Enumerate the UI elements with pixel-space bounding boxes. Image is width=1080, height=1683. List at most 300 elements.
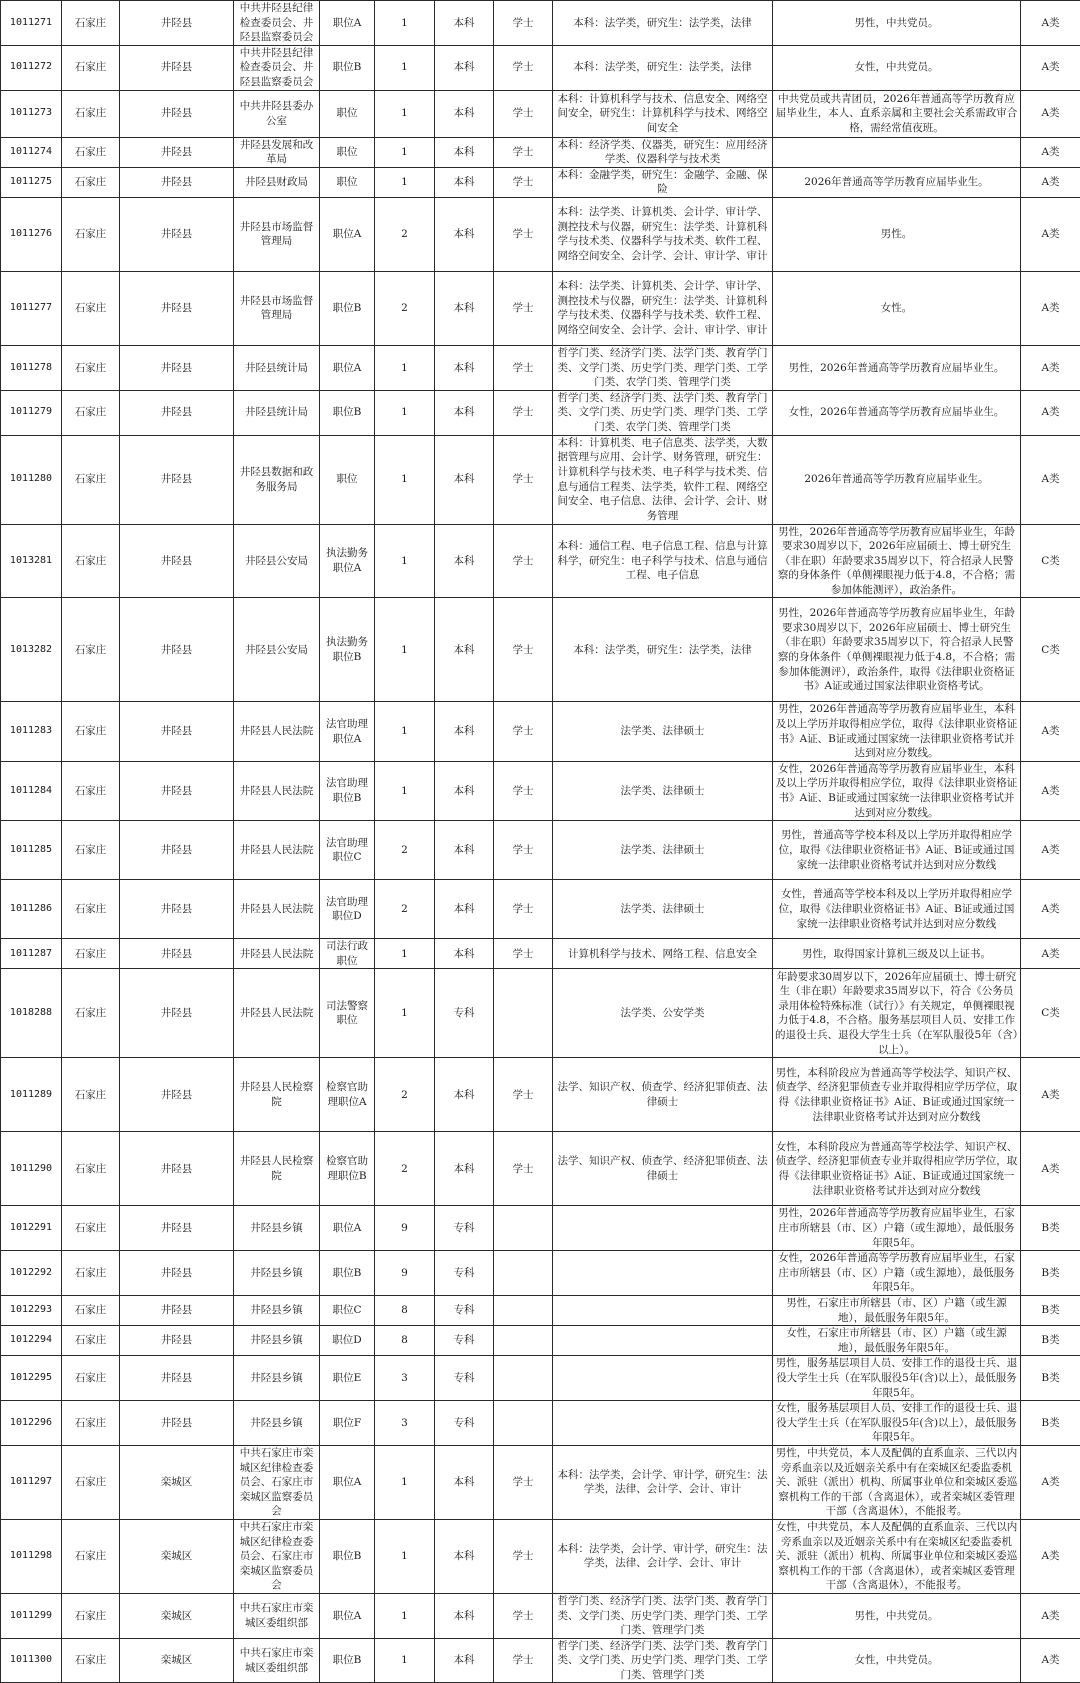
county-cell: 井陉县 (120, 390, 234, 435)
county-cell: 井陉县 (120, 969, 234, 1058)
code-cell: 1011297 (1, 1445, 62, 1519)
requirements-cell: 女性，2026年普通高等学历教育应届毕业生。 (773, 390, 1021, 435)
category-cell: C类 (1021, 598, 1080, 702)
education-cell: 本科 (435, 45, 494, 90)
degree-cell: 学士 (494, 821, 553, 880)
degree-cell: 学士 (494, 1445, 553, 1519)
education-cell: 本科 (435, 1593, 494, 1638)
table-body (1, 1, 1080, 1683)
requirements-cell: 年龄要求30周岁以下，2026年应届硕士、博士研究生（非在职）年龄要求35周岁以下，符合《公务员录用体检特殊标准（试行）》有关规定，单侧裸眼视力低于4.8，不合格。服务基层项目人员、安排工作的退役士兵、退役大学生士兵（在军队服役5年（含）以上）。 (773, 969, 1021, 1058)
city-cell: 石家庄 (62, 1, 120, 46)
requirements-cell: 男性，2026年普通高等学历教育应届毕业生。 (773, 345, 1021, 390)
headcount-cell: 1 (375, 1519, 435, 1593)
city-cell: 石家庄 (62, 45, 120, 90)
code-cell: 1011289 (1, 1058, 62, 1132)
headcount-cell: 1 (375, 524, 435, 598)
county-cell: 井陉县 (120, 1356, 234, 1401)
category-cell: A类 (1021, 880, 1080, 939)
headcount-cell: 1 (375, 1, 435, 46)
city-cell: 石家庄 (62, 390, 120, 435)
position-cell: 职位B (320, 45, 375, 90)
headcount-cell: 1 (375, 45, 435, 90)
major-cell: 本科：法学类，会计学、审计学，研究生：法学类，法律、会计学、会计、审计 (553, 1445, 773, 1519)
headcount-cell: 1 (375, 390, 435, 435)
city-cell: 石家庄 (62, 137, 120, 167)
headcount-cell: 1 (375, 345, 435, 390)
department-cell: 井陉县乡镇 (234, 1326, 320, 1356)
major-cell: 本科：法学类，研究生：法学类，法律 (553, 1, 773, 46)
education-cell: 本科 (435, 524, 494, 598)
county-cell: 井陉县 (120, 1, 234, 46)
requirements-cell: 2026年普通高等学历教育应届毕业生。 (773, 167, 1021, 197)
department-cell: 井陉县乡镇 (234, 1295, 320, 1325)
category-cell: A类 (1021, 390, 1080, 435)
education-cell: 本科 (435, 1638, 494, 1683)
requirements-cell: 男性，中共党员。 (773, 1, 1021, 46)
category-cell: C类 (1021, 969, 1080, 1058)
position-cell: 司法行政职位 (320, 939, 375, 969)
city-cell: 石家庄 (62, 1519, 120, 1593)
headcount-cell: 2 (375, 1132, 435, 1206)
department-cell: 井陉县人民法院 (234, 821, 320, 880)
code-cell: 1011276 (1, 197, 62, 271)
table-row (1, 1519, 1080, 1593)
department-cell: 井陉县人民法院 (234, 880, 320, 939)
major-cell: 哲学门类、经济学门类、法学门类、教育学门类、文学门类、历史学门类、理学门类、工学门类、管理学门类 (553, 1638, 773, 1683)
position-cell: 法官助理职位D (320, 880, 375, 939)
major-cell: 法学类、法律硕士 (553, 761, 773, 820)
table-row (1, 45, 1080, 90)
code-cell: 1012296 (1, 1401, 62, 1446)
education-cell: 本科 (435, 1, 494, 46)
degree-cell: 学士 (494, 524, 553, 598)
department-cell: 井陉县人民法院 (234, 702, 320, 761)
category-cell: B类 (1021, 1251, 1080, 1296)
position-cell: 执法勤务职位B (320, 598, 375, 702)
requirements-cell: 女性，2026年普通高等学历教育应届毕业生，石家庄市所辖县（市、区）户籍（或生源地），最低服务年限5年。 (773, 1251, 1021, 1296)
county-cell: 井陉县 (120, 435, 234, 524)
table-row (1, 1356, 1080, 1401)
city-cell: 石家庄 (62, 598, 120, 702)
position-cell: 检察官助理职位A (320, 1058, 375, 1132)
education-cell: 专科 (435, 1401, 494, 1446)
code-cell: 1011280 (1, 435, 62, 524)
city-cell: 石家庄 (62, 969, 120, 1058)
department-cell: 井陉县人民法院 (234, 761, 320, 820)
requirements-cell: 中共党员或共青团员，2026年普通高等学历教育应届毕业生，本人、直系亲属和主要社会关系需政审合格，需经常值夜班。 (773, 90, 1021, 137)
position-cell: 司法警察职位 (320, 969, 375, 1058)
degree-cell: 学士 (494, 345, 553, 390)
city-cell: 石家庄 (62, 702, 120, 761)
table-row (1, 969, 1080, 1058)
education-cell: 本科 (435, 167, 494, 197)
major-cell: 法学类、法律硕士 (553, 880, 773, 939)
table-row (1, 90, 1080, 137)
requirements-cell: 男性，中共党员，本人及配偶的直系血亲、三代以内旁系血亲以及近姻亲关系中有在栾城区纪委监委机关、派驻（派出）机构、所属事业单位和栾城区委巡察机构工作的干部（含离退休），或者栾城区委管理干部（含离退休），不能报考。 (773, 1445, 1021, 1519)
category-cell: A类 (1021, 1638, 1080, 1683)
requirements-cell: 男性，普通高等学校本科及以上学历并取得相应学位，取得《法律职业资格证书》A证、B证或通过国家统一法律职业资格考试并达到对应分数线 (773, 821, 1021, 880)
category-cell: A类 (1021, 1058, 1080, 1132)
requirements-cell: 2026年普通高等学历教育应届毕业生。 (773, 435, 1021, 524)
position-cell: 职位A (320, 345, 375, 390)
city-cell: 石家庄 (62, 821, 120, 880)
code-cell: 1011300 (1, 1638, 62, 1683)
headcount-cell: 8 (375, 1295, 435, 1325)
requirements-cell: 女性，中共党员。 (773, 1638, 1021, 1683)
code-cell: 1011273 (1, 90, 62, 137)
category-cell: A类 (1021, 939, 1080, 969)
position-cell: 职位B (320, 1519, 375, 1593)
county-cell: 井陉县 (120, 1206, 234, 1251)
requirements-cell: 女性，普通高等学校本科及以上学历并取得相应学位，取得《法律职业资格证书》A证、B证或通过国家统一法律职业资格考试并达到对应分数线 (773, 880, 1021, 939)
code-cell: 1018288 (1, 969, 62, 1058)
major-cell: 哲学门类、经济学门类、法学门类、教育学门类、文学门类、历史学门类、理学门类、工学门类、农学门类、管理学门类 (553, 390, 773, 435)
city-cell: 石家庄 (62, 1132, 120, 1206)
degree-cell: 学士 (494, 880, 553, 939)
table-row (1, 939, 1080, 969)
major-cell: 本科：法学类、计算机类、会计学、审计学、测控技术与仪器，研究生：法学类、计算机科学与技术类、仪器科学与技术类、软件工程、网络空间安全、会计学、会计、审计学、审计 (553, 271, 773, 345)
position-cell: 职位B (320, 271, 375, 345)
category-cell: A类 (1021, 702, 1080, 761)
code-cell: 1011271 (1, 1, 62, 46)
code-cell: 1011278 (1, 345, 62, 390)
department-cell: 中共石家庄市栾城区纪律检查委员会、石家庄市栾城区监察委员会 (234, 1519, 320, 1593)
code-cell: 1011272 (1, 45, 62, 90)
major-cell: 本科：法学类，会计学、审计学，研究生：法学类，法律、会计学、会计、审计 (553, 1519, 773, 1593)
degree-cell: 学士 (494, 1593, 553, 1638)
county-cell: 井陉县 (120, 761, 234, 820)
position-cell: 职位 (320, 137, 375, 167)
code-cell: 1011283 (1, 702, 62, 761)
requirements-cell: 男性，取得国家计算机三级及以上证书。 (773, 939, 1021, 969)
position-cell: 职位B (320, 1251, 375, 1296)
department-cell: 井陉县统计局 (234, 390, 320, 435)
major-cell: 本科：计算机类、电子信息类、法学类，大数据管理与应用、会计学、财务管理，研究生：计算机科学与技术类、电子科学与技术类、信息与通信工程类、法学类，软件工程、网络空间安全、电子信息、法律、会计学、会计、财务管理 (553, 435, 773, 524)
code-cell: 1012294 (1, 1326, 62, 1356)
city-cell: 石家庄 (62, 880, 120, 939)
degree-cell: 学士 (494, 45, 553, 90)
major-cell: 本科：经济学类、仪器类，研究生：应用经济学类、仪器科学与技术类 (553, 137, 773, 167)
degree-cell: 学士 (494, 271, 553, 345)
degree-cell: 学士 (494, 1, 553, 46)
education-cell: 本科 (435, 1058, 494, 1132)
requirements-cell: 女性，2026年普通高等学历教育应届毕业生，本科及以上学历并取得相应学位，取得《法律职业资格证书》A证、B证或通过国家统一法律职业资格考试并达到对应分数线。 (773, 761, 1021, 820)
position-cell: 职位B (320, 390, 375, 435)
category-cell: B类 (1021, 1401, 1080, 1446)
requirements-cell: 女性，中共党员。 (773, 45, 1021, 90)
table-row (1, 137, 1080, 167)
degree-cell: 学士 (494, 598, 553, 702)
education-cell: 本科 (435, 821, 494, 880)
major-cell (553, 1295, 773, 1325)
education-cell: 本科 (435, 939, 494, 969)
table-row (1, 390, 1080, 435)
education-cell: 本科 (435, 1132, 494, 1206)
category-cell: A类 (1021, 271, 1080, 345)
position-cell: 职位A (320, 1445, 375, 1519)
major-cell: 哲学门类、经济学门类、法学门类、教育学门类、文学门类、历史学门类、理学门类、工学门类、管理学门类 (553, 1593, 773, 1638)
position-cell: 职位D (320, 1326, 375, 1356)
table-row (1, 197, 1080, 271)
headcount-cell: 1 (375, 1445, 435, 1519)
major-cell: 法学类、法律硕士 (553, 821, 773, 880)
headcount-cell: 1 (375, 969, 435, 1058)
city-cell: 石家庄 (62, 1251, 120, 1296)
requirements-cell: 女性，石家庄市所辖县（市、区）户籍（或生源地），最低服务年限5年。 (773, 1326, 1021, 1356)
education-cell: 本科 (435, 880, 494, 939)
department-cell: 井陉县人民检察院 (234, 1058, 320, 1132)
category-cell: B类 (1021, 1356, 1080, 1401)
table-row (1, 1295, 1080, 1325)
code-cell: 1013282 (1, 598, 62, 702)
major-cell: 本科：法学类，研究生：法学类，法律 (553, 598, 773, 702)
table-row (1, 167, 1080, 197)
education-cell: 专科 (435, 1295, 494, 1325)
position-cell: 职位A (320, 197, 375, 271)
position-cell: 法官助理职位A (320, 702, 375, 761)
degree-cell: 学士 (494, 1058, 553, 1132)
category-cell: A类 (1021, 1132, 1080, 1206)
category-cell: A类 (1021, 90, 1080, 137)
city-cell: 石家庄 (62, 761, 120, 820)
degree-cell: 学士 (494, 90, 553, 137)
education-cell: 本科 (435, 390, 494, 435)
table-row (1, 1132, 1080, 1206)
major-cell (553, 1356, 773, 1401)
requirements-cell: 女性，本科阶段应为普通高等学校法学、知识产权、侦查学、经济犯罪侦查专业并取得相应学历学位，取得《法律职业资格证书》A证、B证或通过国家统一法律职业资格考试并达到对应分数线 (773, 1132, 1021, 1206)
requirements-cell: 女性，服务基层项目人员、安排工作的退役士兵、退役大学生士兵（在军队服役5年(含)以上），最低服务年限5年。 (773, 1401, 1021, 1446)
department-cell: 井陉县财政局 (234, 167, 320, 197)
requirements-cell: 男性，2026年普通高等学历教育应届毕业生，年龄要求30周岁以下，2026年应届硕士、博士研究生（非在职）年龄要求35周岁以下，符合招录人民警察的身体条件（单侧裸眼视力低于4.8，不合格；需参加体能测评），政治条件。 (773, 524, 1021, 598)
department-cell: 井陉县乡镇 (234, 1251, 320, 1296)
department-cell: 中共井陉县纪律检查委员会、井陉县监察委员会 (234, 45, 320, 90)
table-row (1, 761, 1080, 820)
table-row (1, 1445, 1080, 1519)
category-cell: B类 (1021, 1295, 1080, 1325)
category-cell: A类 (1021, 1593, 1080, 1638)
degree-cell (494, 1251, 553, 1296)
education-cell: 本科 (435, 345, 494, 390)
county-cell: 井陉县 (120, 1326, 234, 1356)
department-cell: 井陉县市场监督管理局 (234, 271, 320, 345)
city-cell: 石家庄 (62, 167, 120, 197)
degree-cell (494, 1356, 553, 1401)
headcount-cell: 1 (375, 167, 435, 197)
table-row (1, 1593, 1080, 1638)
city-cell: 石家庄 (62, 1326, 120, 1356)
headcount-cell: 3 (375, 1401, 435, 1446)
department-cell: 井陉县公安局 (234, 524, 320, 598)
code-cell: 1011279 (1, 390, 62, 435)
county-cell: 井陉县 (120, 880, 234, 939)
position-cell: 职位E (320, 1356, 375, 1401)
category-cell: A类 (1021, 821, 1080, 880)
city-cell: 石家庄 (62, 1058, 120, 1132)
city-cell: 石家庄 (62, 345, 120, 390)
category-cell: A类 (1021, 1445, 1080, 1519)
position-cell: 法官助理职位C (320, 821, 375, 880)
code-cell: 1011275 (1, 167, 62, 197)
position-cell: 职位A (320, 1, 375, 46)
requirements-cell: 女性，中共党员，本人及配偶的直系血亲、三代以内旁系血亲以及近姻亲关系中有在栾城区纪委监委机关、派驻（派出）机构、所属事业单位和栾城区委巡察机构工作的干部（含离退休），或者栾城区委管理干部（含离退休），不能报考。 (773, 1519, 1021, 1593)
requirements-cell: 男性，本科阶段应为普通高等学校法学、知识产权、侦查学、经济犯罪侦查专业并取得相应学历学位，取得《法律职业资格证书》A证、B证或通过国家统一法律职业资格考试并达到对应分数线 (773, 1058, 1021, 1132)
table-row (1, 524, 1080, 598)
code-cell: 1011299 (1, 1593, 62, 1638)
education-cell: 专科 (435, 1251, 494, 1296)
requirements-cell (773, 137, 1021, 167)
headcount-cell: 9 (375, 1206, 435, 1251)
position-cell: 检察官助理职位B (320, 1132, 375, 1206)
table-row (1, 271, 1080, 345)
county-cell: 井陉县 (120, 197, 234, 271)
education-cell: 本科 (435, 90, 494, 137)
requirements-cell: 女性。 (773, 271, 1021, 345)
education-cell: 专科 (435, 1356, 494, 1401)
department-cell: 井陉县乡镇 (234, 1206, 320, 1251)
headcount-cell: 3 (375, 1356, 435, 1401)
major-cell (553, 1251, 773, 1296)
education-cell: 本科 (435, 271, 494, 345)
education-cell: 专科 (435, 969, 494, 1058)
category-cell: A类 (1021, 435, 1080, 524)
code-cell: 1011298 (1, 1519, 62, 1593)
headcount-cell: 1 (375, 435, 435, 524)
requirements-cell: 男性，2026年普通高等学历教育应届毕业生，年龄要求30周岁以下，2026年应届硕士、博士研究生（非在职）年龄要求35周岁以下，符合招录人民警察的身体条件（单侧裸眼视力低于4.8，不合格；需参加体能测评），政治条件，取得《法律职业资格证书》A证或通过国家法律职业资格考试。 (773, 598, 1021, 702)
major-cell: 法学类、公安学类 (553, 969, 773, 1058)
degree-cell: 学士 (494, 702, 553, 761)
headcount-cell: 8 (375, 1326, 435, 1356)
education-cell: 本科 (435, 1519, 494, 1593)
city-cell: 石家庄 (62, 1356, 120, 1401)
city-cell: 石家庄 (62, 1445, 120, 1519)
city-cell: 石家庄 (62, 271, 120, 345)
department-cell: 中共井陉县纪律检查委员会、井陉县监察委员会 (234, 1, 320, 46)
code-cell: 1011285 (1, 821, 62, 880)
education-cell: 本科 (435, 197, 494, 271)
major-cell (553, 1326, 773, 1356)
position-cell: 职位C (320, 1295, 375, 1325)
code-cell: 1012292 (1, 1251, 62, 1296)
county-cell: 井陉县 (120, 1401, 234, 1446)
code-cell: 1011290 (1, 1132, 62, 1206)
city-cell: 石家庄 (62, 1206, 120, 1251)
city-cell: 石家庄 (62, 1295, 120, 1325)
position-cell: 法官助理职位B (320, 761, 375, 820)
position-cell: 职位 (320, 90, 375, 137)
position-cell: 职位 (320, 435, 375, 524)
county-cell: 井陉县 (120, 1058, 234, 1132)
position-cell: 职位A (320, 1593, 375, 1638)
degree-cell: 学士 (494, 390, 553, 435)
education-cell: 专科 (435, 1326, 494, 1356)
code-cell: 1012293 (1, 1295, 62, 1325)
department-cell: 井陉县公安局 (234, 598, 320, 702)
table-row (1, 435, 1080, 524)
major-cell (553, 1401, 773, 1446)
position-cell: 职位 (320, 167, 375, 197)
code-cell: 1012295 (1, 1356, 62, 1401)
table-row (1, 1206, 1080, 1251)
education-cell: 本科 (435, 1445, 494, 1519)
degree-cell: 学士 (494, 435, 553, 524)
table-row (1, 702, 1080, 761)
category-cell: B类 (1021, 1206, 1080, 1251)
city-cell: 石家庄 (62, 435, 120, 524)
department-cell: 井陉县发展和改革局 (234, 137, 320, 167)
education-cell: 本科 (435, 435, 494, 524)
table-row (1, 880, 1080, 939)
category-cell: A类 (1021, 1, 1080, 46)
degree-cell: 学士 (494, 1132, 553, 1206)
headcount-cell: 1 (375, 598, 435, 702)
requirements-cell: 男性，中共党员。 (773, 1593, 1021, 1638)
county-cell: 井陉县 (120, 702, 234, 761)
county-cell: 井陉县 (120, 1295, 234, 1325)
department-cell: 井陉县数据和政务服务局 (234, 435, 320, 524)
position-cell: 职位A (320, 1206, 375, 1251)
headcount-cell: 2 (375, 821, 435, 880)
requirements-cell: 男性，石家庄市所辖县（市、区）户籍（或生源地），最低服务年限5年。 (773, 1295, 1021, 1325)
major-cell: 法学、知识产权、侦查学、经济犯罪侦查、法律硕士 (553, 1058, 773, 1132)
degree-cell: 学士 (494, 167, 553, 197)
major-cell: 哲学门类、经济学门类、法学门类、教育学门类、文学门类、历史学门类、理学门类、工学门类、农学门类、管理学门类 (553, 345, 773, 390)
headcount-cell: 2 (375, 1058, 435, 1132)
code-cell: 1012291 (1, 1206, 62, 1251)
department-cell: 井陉县人民检察院 (234, 1132, 320, 1206)
requirements-cell: 男性，2026年普通高等学历教育应届毕业生，本科及以上学历并取得相应学位，取得《法律职业资格证书》A证、B证或通过国家统一法律职业资格考试并达到对应分数线。 (773, 702, 1021, 761)
county-cell: 井陉县 (120, 345, 234, 390)
major-cell: 本科：法学类、计算机类、会计学、审计学、测控技术与仪器，研究生：法学类、计算机科学与技术类、仪器科学与技术类、软件工程、网络空间安全、会计学、会计、审计学、审计 (553, 197, 773, 271)
county-cell: 井陉县 (120, 821, 234, 880)
table-row (1, 598, 1080, 702)
degree-cell: 学士 (494, 1638, 553, 1683)
degree-cell: 学士 (494, 761, 553, 820)
degree-cell: 学士 (494, 197, 553, 271)
headcount-cell: 2 (375, 880, 435, 939)
category-cell: A类 (1021, 345, 1080, 390)
table-row (1, 345, 1080, 390)
major-cell: 本科：金融学类，研究生：金融学、金融、保险 (553, 167, 773, 197)
headcount-cell: 1 (375, 90, 435, 137)
city-cell: 石家庄 (62, 939, 120, 969)
major-cell (553, 1206, 773, 1251)
requirements-cell: 男性，服务基层项目人员、安排工作的退役士兵、退役大学生士兵（在军队服役5年(含)以上），最低服务年限5年。 (773, 1356, 1021, 1401)
department-cell: 中共石家庄市栾城区委组织部 (234, 1638, 320, 1683)
headcount-cell: 1 (375, 1593, 435, 1638)
county-cell: 井陉县 (120, 90, 234, 137)
city-cell: 石家庄 (62, 1638, 120, 1683)
requirements-cell: 男性，2026年普通高等学历教育应届毕业生，石家庄市所辖县（市、区）户籍（或生源地），最低服务年限5年。 (773, 1206, 1021, 1251)
category-cell: A类 (1021, 197, 1080, 271)
city-cell: 石家庄 (62, 1593, 120, 1638)
degree-cell (494, 1326, 553, 1356)
county-cell: 栾城区 (120, 1638, 234, 1683)
county-cell: 井陉县 (120, 939, 234, 969)
position-cell: 职位F (320, 1401, 375, 1446)
category-cell: A类 (1021, 45, 1080, 90)
department-cell: 中共石家庄市栾城区委组织部 (234, 1593, 320, 1638)
headcount-cell: 1 (375, 1638, 435, 1683)
code-cell: 1013281 (1, 524, 62, 598)
department-cell: 井陉县乡镇 (234, 1401, 320, 1446)
code-cell: 1011284 (1, 761, 62, 820)
category-cell: B类 (1021, 1326, 1080, 1356)
county-cell: 井陉县 (120, 598, 234, 702)
city-cell: 石家庄 (62, 197, 120, 271)
category-cell: A类 (1021, 137, 1080, 167)
county-cell: 栾城区 (120, 1519, 234, 1593)
code-cell: 1011274 (1, 137, 62, 167)
